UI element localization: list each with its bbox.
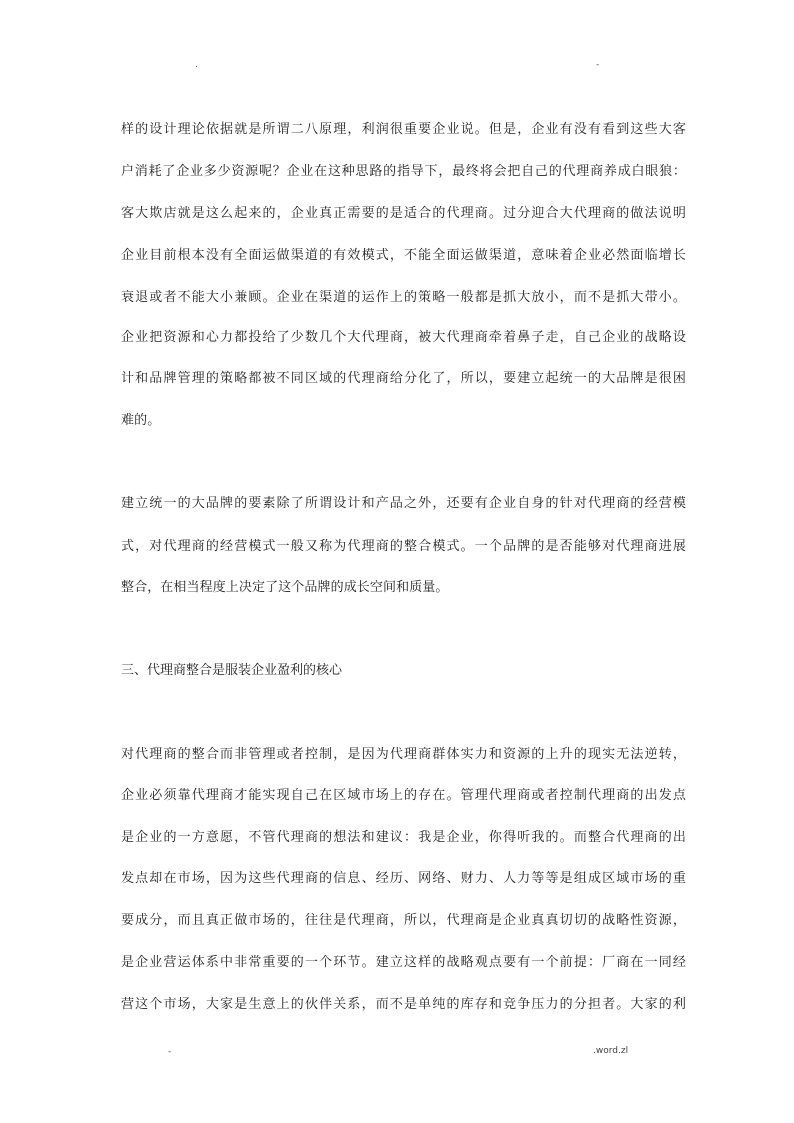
text-line: 企业把资源和心力都投给了少数几个大代理商，被大代理商牵着鼻子走，自己企业的战略设	[121, 330, 686, 345]
text-line: 难的。	[121, 413, 161, 428]
text-line: 计和品牌管理的策略都被不同区域的代理商给分化了，所以，要建立起统一的大品牌是很困	[121, 371, 686, 386]
footer-right-text: .word.zl	[593, 1046, 629, 1056]
text-line: 式，对代理商的经营模式一般又称为代理商的整合模式。一个品牌的是否能够对代理商进展	[121, 539, 686, 554]
header-right-mark: -	[596, 60, 600, 70]
text-line: 衰退或者不能大小兼顾。企业在渠道的运作上的策略一般都是抓大放小，而不是抓大带小。	[121, 290, 686, 305]
text-line: 企业目前根本没有全面运做渠道的有效模式，不能全面运做渠道，意味着企业必然面临增长	[121, 248, 686, 263]
section-heading: 三、代理商整合是服装企业盈利的核心	[121, 663, 343, 678]
text-line: 营这个市场，大家是生意上的伙伴关系，而不是单纯的库存和竞争压力的分担者。大家的利	[121, 997, 686, 1012]
text-line: 客大欺店就是这么起来的，企业真正需要的是适合的代理商。过分迎合大代理商的做法说明	[121, 206, 686, 221]
header-left-mark: .	[195, 60, 198, 70]
text-line: 是企业营运体系中非常重要的一个环节。建立这样的战略观点要有一个前提：厂商在一同经	[121, 955, 686, 970]
text-line: 是企业的一方意愿，不管代理商的想法和建议：我是企业，你得听我的。而整合代理商的出	[121, 830, 686, 845]
text-line: 整合，在相当程度上决定了这个品牌的成长空间和质量。	[121, 580, 449, 595]
text-line: 户消耗了企业多少资源呢？企业在这种思路的指导下，最终将会把自己的代理商养成白眼狼：	[121, 164, 686, 179]
footer-left-mark: -	[168, 1047, 172, 1057]
text-line: 要成分，而且真正做市场的，往往是代理商，所以，代理商是企业真真切切的战略性资源，	[121, 913, 686, 928]
text-line: 建立统一的大品牌的要素除了所谓设计和产品之外，还要有企业自身的针对代理商的经营模	[121, 496, 686, 511]
text-line: 企业必须靠代理商才能实现自己在区域市场上的存在。管理代理商或者控制代理商的出发点	[121, 788, 686, 803]
text-line: 发点却在市场，因为这些代理商的信息、经历、网络、财力、人力等等是组成区域市场的重	[121, 871, 686, 886]
text-line: 对代理商的整合而非管理或者控制，是因为代理商群体实力和资源的上升的现实无法逆转，	[121, 747, 686, 762]
text-line: 样的设计理论依据就是所谓二八原理，利润很重要企业说。但是，企业有没有看到这些大客	[121, 122, 686, 137]
